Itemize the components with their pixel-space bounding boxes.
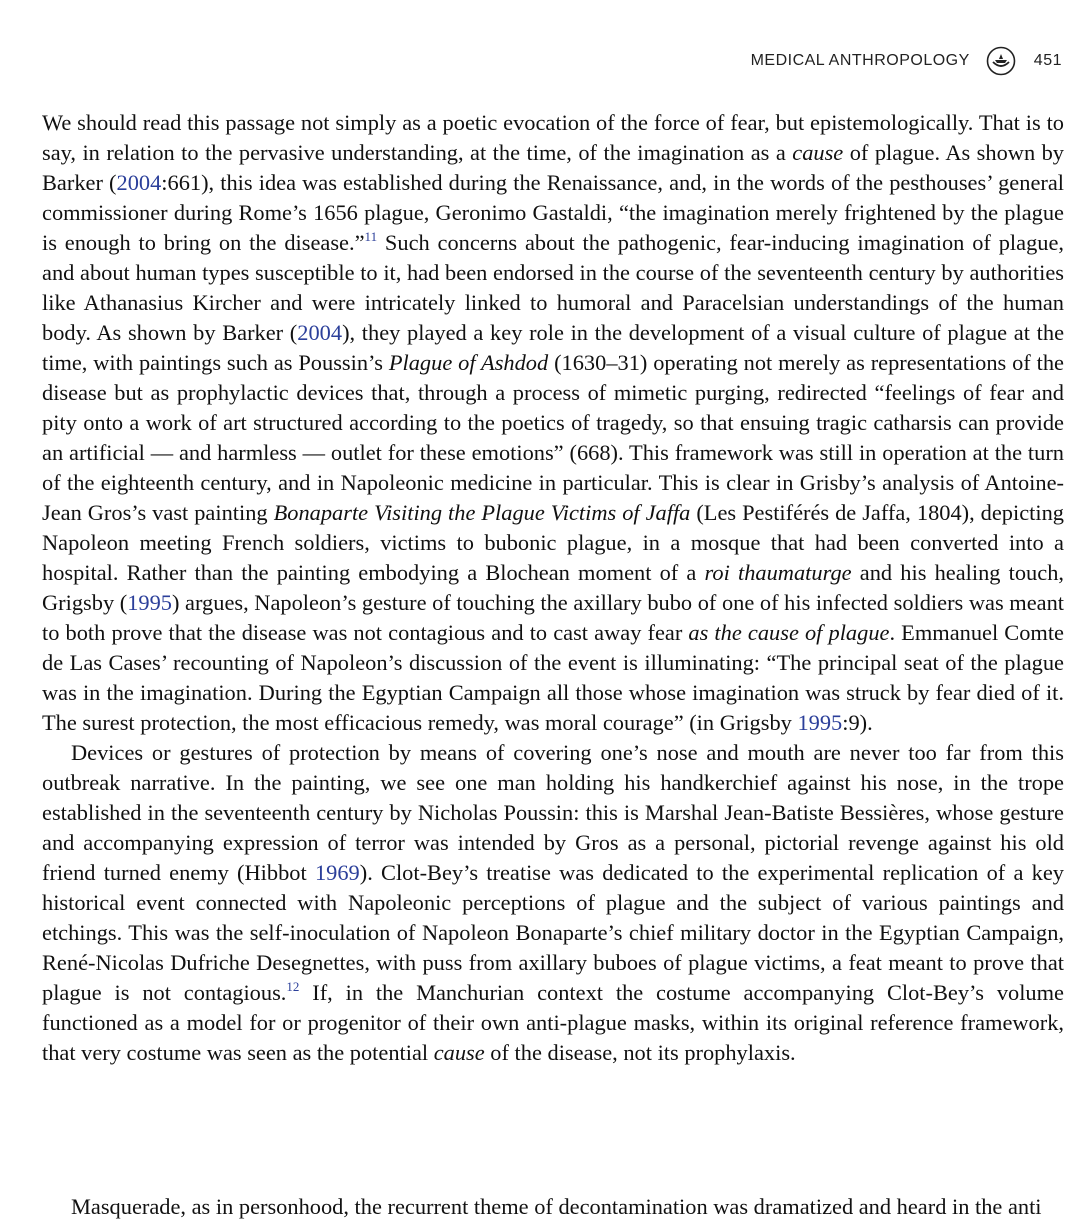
italic-text: cause <box>792 140 844 165</box>
italic-text: roi thaumaturge <box>704 560 852 585</box>
text-run: ). Clot-Bey’s treatise was dedicated to the experimental replication of a key historical event connected with Napoleonic perceptions of plague and the subject of various paintings and etchings. This was the self-inoculation of Napoleon Bonaparte’s chief military doctor in the Egyptian Campaign, René-Nicolas Dufriche Desegnettes, with puss from axillary buboes of plague victims, a feat meant to prove that plague is not contagious. <box>42 860 1064 1005</box>
text-run: Masquerade, as in personhood, the recurrent theme of decontamination was dramatized and heard in the anti <box>71 1194 1042 1219</box>
citation-link-barker-2004[interactable]: 2004 <box>297 320 343 345</box>
text-run: ), they played a key role in the development of a visual culture of plague at the time, with paintings such as Poussin’s <box>42 320 1065 375</box>
paragraph-2 <box>42 738 1064 1068</box>
citation-link-grigsby-1995[interactable]: 1995 <box>797 710 843 735</box>
text-run: :661), this idea was established during the Renaissance, and, in the words of the pesthouses’ general commissioner during Rome’s 1656 plague, Geronimo Gastaldi, “the imagination merely frightened by the plague is enough to bring on the disease.” <box>42 170 1064 255</box>
text-run: Devices or gestures of protection by means of covering one’s nose and mouth are never too far from this outbreak narrative. In the painting, we see one man holding his handkerchief against his nose, in the trope established in the seventeenth century by Nicholas Poussin: this is Marshal Jean-Batiste Bessières, whose gesture and accompanying expression of terror was intended by Gros as a personal, pictorial revenge against his old friend turned enemy (Hibbot <box>42 740 1064 885</box>
text-run: We should read this passage not simply as a poetic evocation of the force of fear, but epistemologically. That is to say, in relation to the pervasive understanding, at the time, of the imagination as a <box>42 110 1064 165</box>
italic-text: as the cause of plague <box>688 620 890 645</box>
text-run: (Les Pestiférés de Jaffa, 1804), depicting Napoleon meeting French soldiers, victims to bubonic plague, in a mosque that had been converted into a hospital. Rather than the painting embodying a Blochean moment of a <box>42 500 1064 585</box>
footnote-link-12[interactable]: 12 <box>286 979 300 994</box>
paragraph-1 <box>42 108 1064 738</box>
text-run: of plague. As shown by Barker ( <box>42 140 1064 195</box>
italic-text: Plague of Ashdod <box>388 350 549 375</box>
paragraph-3-cutoff <box>42 1192 1064 1219</box>
page-number: 451 <box>1033 52 1062 69</box>
journal-crest-icon <box>986 46 1016 76</box>
text-run: . Emmanuel Comte de Las Cases’ recounting of Napoleon’s discussion of the event is illuminating: “The principal seat of the plague was in the imagination. During the Egyptian Campaign all those whose imagination was struck by fear died of it. The surest protection, the most efficacious remedy, was moral courage” (in Grigsby <box>42 620 1064 735</box>
text-run: If, in the Manchurian context the costume accompanying Clot-Bey’s volume functioned as a model for or progenitor of their own anti-plague masks, within its original reference framework, that very costume was seen as the potential <box>42 980 1064 1065</box>
text-run: (1630–31) operating not merely as representations of the disease but as prophylactic devices that, through a process of mimetic purging, redirected “feelings of fear and pity onto a work of art structured according to the poetics of tragedy, so that ensuing tragic catharsis can provide an artificial — and harmless — outlet for these emotions” (668). This framework was still in operation at the turn of the eighteenth century, and in Napoleonic medicine in particular. This is clear in Grisby’s analysis of Antoine-Jean Gros’s vast painting <box>42 350 1064 525</box>
running-header <box>751 46 1062 76</box>
citation-link-hibbot-1969[interactable]: 1969 <box>314 860 360 885</box>
italic-text: Bonaparte Visiting the Plague Victims of Jaffa <box>273 500 691 525</box>
text-run: Such concerns about the pathogenic, fear-inducing imagination of plague, and about human types susceptible to it, had been endorsed in the course of the seventeenth century by authorities like Athanasius Kircher and were intricately linked to humoral and Paracelsian understandings of the human body. As shown by Barker ( <box>42 230 1065 345</box>
footnote-link-11[interactable]: 11 <box>364 229 378 244</box>
text-run: and his healing touch, Grigsby ( <box>42 560 1064 615</box>
text-run: ) argues, Napoleon’s gesture of touching the axillary bubo of one of his infected soldiers was meant to both prove that the disease was not contagious and to cast away fear <box>42 590 1064 645</box>
text-run: of the disease, not its prophylaxis. <box>484 1040 796 1065</box>
text-run: :9). <box>842 710 873 735</box>
citation-link-grigsby-1995[interactable]: 1995 <box>127 590 172 615</box>
citation-link-barker-2004[interactable]: 2004 <box>116 170 162 195</box>
article-body <box>42 108 1064 1068</box>
italic-text: cause <box>433 1040 485 1065</box>
journal-name: MEDICAL ANTHROPOLOGY <box>750 52 970 69</box>
